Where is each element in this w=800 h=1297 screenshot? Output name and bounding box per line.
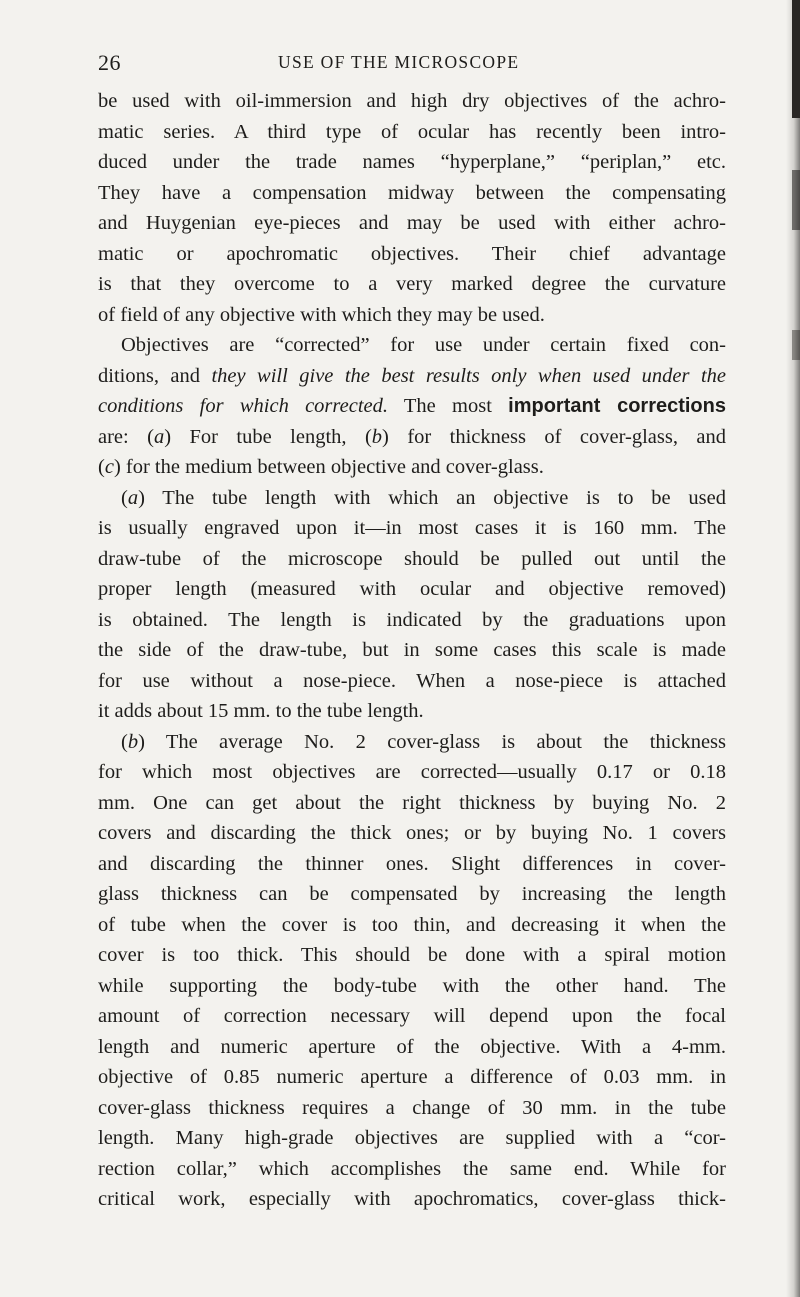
- page-edge-mark: [792, 330, 800, 360]
- bold-text-run: important corrections: [508, 395, 726, 417]
- text-line: [98, 361, 726, 392]
- page-edge-mark: [792, 170, 800, 230]
- italic-letter: a: [154, 425, 165, 448]
- italic-letter: c: [104, 456, 114, 478]
- text-line: of tube when the cover is too thin, and decreasing it when the: [98, 913, 726, 936]
- text-line: [98, 483, 726, 514]
- text-line: for which most objectives are corrected—usually 0.17 or 0.18: [98, 761, 726, 783]
- text-line: Objectives are “corrected” for use under certain fixed con-: [121, 334, 726, 356]
- text-line: mm. One can get about the right thickness by buying No. 2: [98, 791, 726, 814]
- text-run: ) for the medium between objective and cover-glass.: [113, 456, 544, 478]
- text-line: duced under the trade names “hyperplane,” “periplan,” etc.: [98, 151, 726, 173]
- running-head: [98, 50, 726, 80]
- text-line: length and numeric aperture of the objective. With a 4-mm.: [98, 1035, 726, 1058]
- italic-letter: b: [371, 425, 383, 448]
- text-run: (: [121, 730, 128, 753]
- italic-letter: a: [127, 486, 139, 509]
- text-run: The most: [388, 395, 509, 417]
- text-run: (: [121, 486, 128, 509]
- text-line: cover is too thick. This should be done with a spiral motion: [98, 944, 726, 966]
- text-line: rection collar,” which accomplishes the same end. While for: [98, 1157, 726, 1180]
- running-title: USE OF THE MICROSCOPE: [278, 52, 520, 72]
- italic-letter: b: [127, 730, 139, 753]
- text-line: of field of any objective with which they may be used.: [98, 303, 545, 326]
- text-line: matic series. A third type of ocular has recently been intro-: [98, 120, 726, 143]
- text-line: and Huygenian eye-pieces and may be used with either achro-: [98, 212, 726, 234]
- text-line: matic or apochromatic objectives. Their chief advantage: [98, 242, 726, 265]
- italic-text-run: conditions for which corrected.: [98, 395, 388, 417]
- text-line: the side of the draw-tube, but in some cases this scale is made: [98, 639, 726, 661]
- italic-text-run: they will give the best results only when used under the: [211, 364, 726, 387]
- text-line: [98, 727, 726, 758]
- body-text: [98, 86, 726, 1215]
- text-line: glass thickness can be compensated by increasing the length: [98, 883, 726, 905]
- text-line: and discarding the thinner ones. Slight differences in cover-: [98, 852, 726, 875]
- text-line: it adds about 15 mm. to the tube length.: [98, 700, 424, 722]
- text-line: length. Many high-grade objectives are supplied with a “cor-: [98, 1127, 726, 1149]
- text-line: for use without a nose-piece. When a nose-piece is attached: [98, 669, 726, 692]
- text-line: proper length (measured with ocular and objective removed): [98, 578, 726, 600]
- text-line: is obtained. The length is indicated by the graduations upon: [98, 608, 726, 631]
- text-line: [98, 391, 726, 422]
- text-line: They have a compensation midway between the compensating: [98, 181, 726, 204]
- text-line: cover-glass thickness requires a change of 30 mm. in the tube: [98, 1096, 726, 1119]
- text-run: are: (: [98, 425, 154, 448]
- text-line: [98, 452, 726, 483]
- text-line: is that they overcome to a very marked degree the curvature: [98, 273, 726, 295]
- text-line: covers and discarding the thick ones; or by buying No. 1 covers: [98, 822, 726, 844]
- text-line: objective of 0.85 numeric aperture a difference of 0.03 mm. in: [98, 1066, 726, 1088]
- page-number: 26: [98, 50, 121, 75]
- text-run: ) for thickness of cover-glass, and: [382, 425, 726, 448]
- text-line: [98, 422, 726, 453]
- text-run: ditions, and: [98, 364, 212, 387]
- text-line: draw-tube of the microscope should be pulled out until the: [98, 547, 726, 570]
- text-run: ) The tube length with which an objective is to be used: [138, 486, 726, 509]
- text-line: amount of correction necessary will depend upon the focal: [98, 1005, 726, 1027]
- text-run: ) The average No. 2 cover-glass is about the thickness: [138, 730, 726, 753]
- text-run: ) For tube length, (: [164, 425, 372, 448]
- text-line: is usually engraved upon it—in most cases it is 160 mm. The: [98, 517, 726, 539]
- text-line: be used with oil-immersion and high dry objectives of the achro-: [98, 90, 726, 112]
- text-run: (: [98, 456, 105, 478]
- page-edge-mark: [792, 0, 800, 118]
- text-line: while supporting the body-tube with the other hand. The: [98, 974, 726, 997]
- text-line: critical work, especially with apochromatics, cover-glass thick-: [98, 1188, 726, 1210]
